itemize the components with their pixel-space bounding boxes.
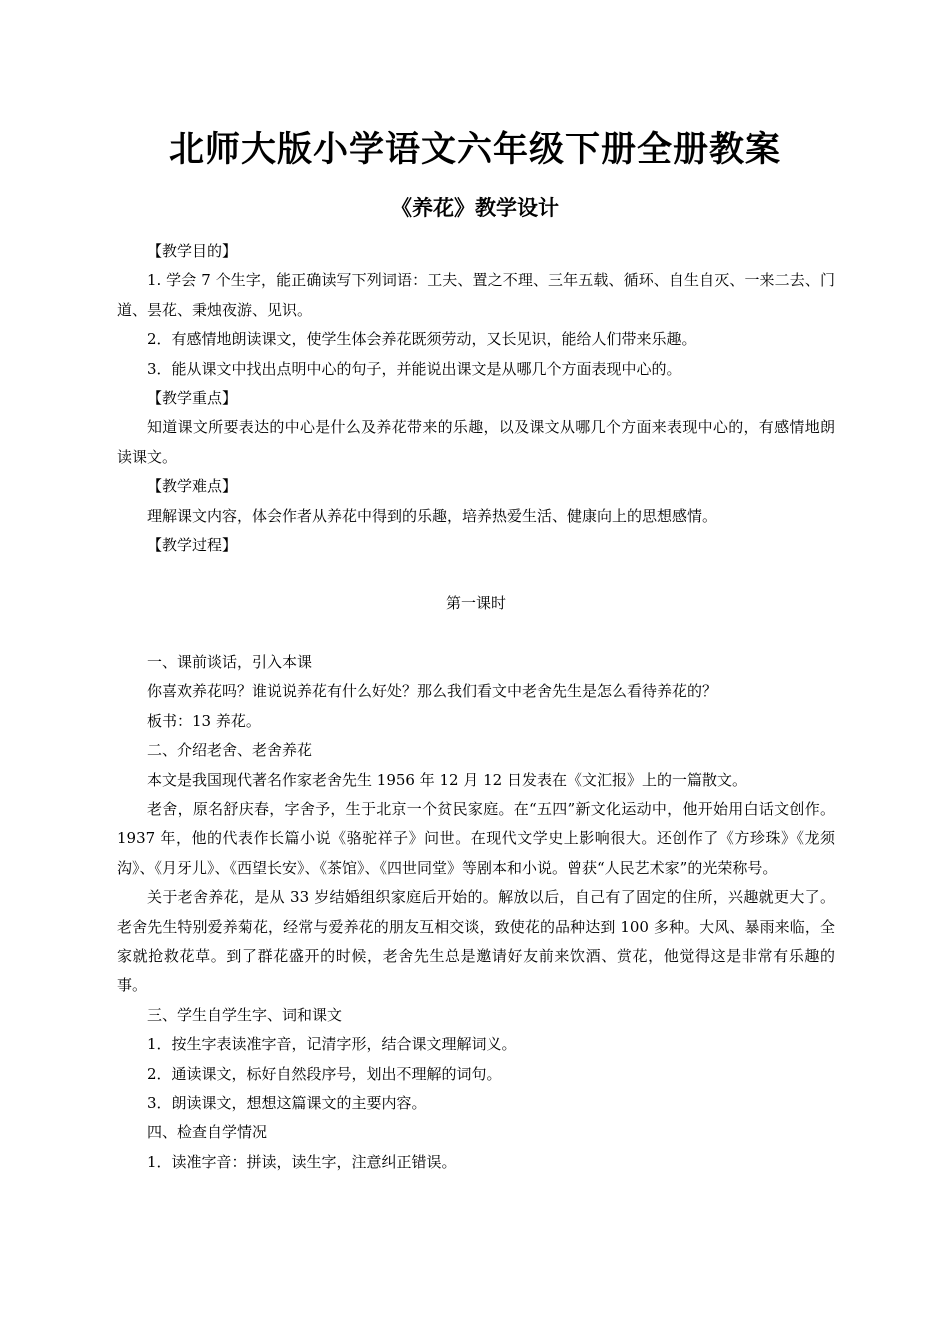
lesson-title: 《养花》教学设计 — [391, 195, 559, 220]
step-heading-1: 一、课前谈话，引入本课 — [147, 652, 313, 671]
section-heading-process: 【教学过程】 — [147, 536, 238, 555]
list-item: 1．读准字音：拼读，读生字，注意纠正错误。 — [147, 1152, 457, 1171]
list-item: 1．按生字表读准字音，记清字形，结合课文理解词义。 — [147, 1035, 517, 1054]
section-heading-key-points: 【教学重点】 — [147, 389, 238, 408]
body-paragraph: 关于老舍养花，是从 33 岁结婚组织家庭后开始的。解放以后，自己有了固定的住所，兴趣就更大了。老舍先生特别爱养菊花，经常与爱养花的朋友互相交谈，致使花的品种达到 100 多种。大风、暴雨来临，全家就抢救花草。到了群花盛开的时候，老舍先生总是邀请好友前来饮酒、赏花，他觉得这是非常有乐趣的事。 — [117, 888, 835, 995]
body-paragraph: 老舍，原名舒庆春，字舍予，生于北京一个贫民家庭。在“五四”新文化运动中，他开始用白话文创作。1937 年，他的代表作长篇小说《骆驼祥子》问世。在现代文学史上影响很大。还创作了《方珍珠》《龙须沟》、《月牙儿》、《西望长安》、《茶馆》、《四世同堂》等剧本和小说。曾获“人民艺术家”的光荣称号。 — [117, 799, 835, 877]
objective-item-3: 3．能从课文中找出点明中心的句子，并能说出课文是从哪几个方面表现中心的。 — [147, 359, 682, 378]
objective-item-1: 1. 学会 7 个生字，能正确读写下列词语：工夫、置之不理、三年五载、循环、自生自灭、一来二去、门道、昙花、秉烛夜游、见识。 — [117, 271, 835, 319]
difficulties-text: 理解课文内容，体会作者从养花中得到的乐趣，培养热爱生活、健康向上的思想感情。 — [147, 506, 718, 525]
document-title: 北师大版小学语文六年级下册全册教案 — [168, 129, 781, 170]
lesson-period-heading: 第一课时 — [445, 594, 506, 613]
objective-item-2: 2．有感情地朗读课文，使学生体会养花既须劳动，又长见识，能给人们带来乐趣。 — [147, 330, 697, 349]
step-heading-3: 三、学生自学生字、词和课文 — [147, 1005, 343, 1024]
list-item: 3．朗读课文，想想这篇课文的主要内容。 — [147, 1093, 427, 1112]
list-item: 2．通读课文，标好自然段序号，划出不理解的词句。 — [147, 1064, 502, 1083]
body-paragraph: 本文是我国现代著名作家老舍先生 1956 年 12 月 12 日发表在《文汇报》上的一篇散文。 — [147, 770, 747, 789]
section-heading-objectives: 【教学目的】 — [147, 242, 238, 260]
step-heading-4: 四、检查自学情况 — [147, 1123, 268, 1142]
spacer — [117, 619, 835, 648]
spacer — [117, 560, 835, 589]
section-heading-difficulties: 【教学难点】 — [147, 477, 238, 496]
body-paragraph: 板书：13 养花。 — [147, 711, 261, 730]
body-paragraph: 你喜欢养花吗？谁说说养花有什么好处？那么我们看文中老舍先生是怎么看待养花的？ — [147, 682, 718, 701]
key-points-text: 知道课文所要表达的中心是什么及养花带来的乐趣，以及课文从哪几个方面来表现中心的，有感情地朗读课文。 — [117, 418, 835, 466]
step-heading-2: 二、介绍老舍、老舍养花 — [147, 741, 313, 760]
document-body — [117, 237, 835, 1177]
